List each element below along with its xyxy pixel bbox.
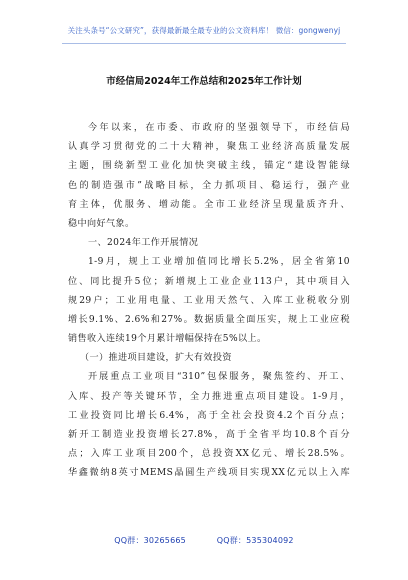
paragraph-line: 点；入库工业项目200个，总投资XX亿元、增长28.5%。 — [68, 449, 350, 460]
paragraph-line: 开展重点工业项目“310”包保服务，聚焦签约、开工、 — [88, 372, 350, 383]
paragraph-line: 1-9月，规上工业增加值同比增长5.2%，居全省第10 — [88, 257, 350, 268]
paragraph-line: 入库、投产等关键环节，全力推进重点项目建设。1-9月， — [68, 391, 350, 402]
paragraph-line: 规29户；工业用电量、工业用天然气、入库工业税收分别 — [68, 295, 350, 306]
paragraph-line: 今年以来，在市委、市政府的坚强领导下，市经信局 — [88, 123, 350, 133]
subsection-heading: （一）推进项目建设，扩大有效投资 — [80, 353, 232, 364]
footer-qq-group-2: QQ群：535304092 — [216, 536, 294, 545]
document-title: 市经信局2024年工作总结和2025年工作计划 — [106, 76, 302, 87]
header-divider — [62, 43, 346, 44]
paragraph-line: 色的制造强市”战略目标，全力抓项目、稳运行，强产业 — [68, 180, 350, 191]
paragraph-line: 华鑫微纳8英寸MEMS晶圆生产线项目实现XX亿元以上入库 — [68, 468, 350, 479]
paragraph-line: 主题，围绕新型工业化加快突破主线，锚定“建设智能绿 — [68, 161, 350, 172]
paragraph-line: 稳中向好气象。 — [68, 218, 135, 229]
paragraph-line: 销售收入连续19个月累计增幅保持在5%以上。 — [68, 334, 267, 345]
paragraph-line: 认真学习贯彻党的二十大精神，聚焦工业经济高质量发展 — [68, 142, 350, 153]
footer-contact — [0, 535, 408, 546]
document-body — [68, 119, 350, 484]
header-note: 关注头条号“公文研究”，获得最新最全最专业的公文资料库！ 微信：gongwenyj — [67, 26, 341, 35]
paragraph-line: 增长9.1%、2.6%和27%。数据质量全面压实，规上工业应税 — [68, 314, 350, 325]
paragraph-line: 育主体，优服务、增动能。全市工业经济呈现量质齐升、 — [68, 199, 350, 210]
paragraph-line: 新开工制造业投资增长27.8%，高于全省平均10.8个百分 — [68, 430, 350, 440]
footer-qq-group-1: QQ群：30265665 — [114, 536, 186, 545]
paragraph-line: 工业投资同比增长6.4%，高于全社会投资4.2个百分点； — [68, 410, 350, 421]
paragraph-line: 位、同比提升5位；新增规上工业企业113户，其中项目入 — [68, 276, 350, 287]
section-heading: 一、2024年工作开展情况 — [88, 238, 199, 249]
